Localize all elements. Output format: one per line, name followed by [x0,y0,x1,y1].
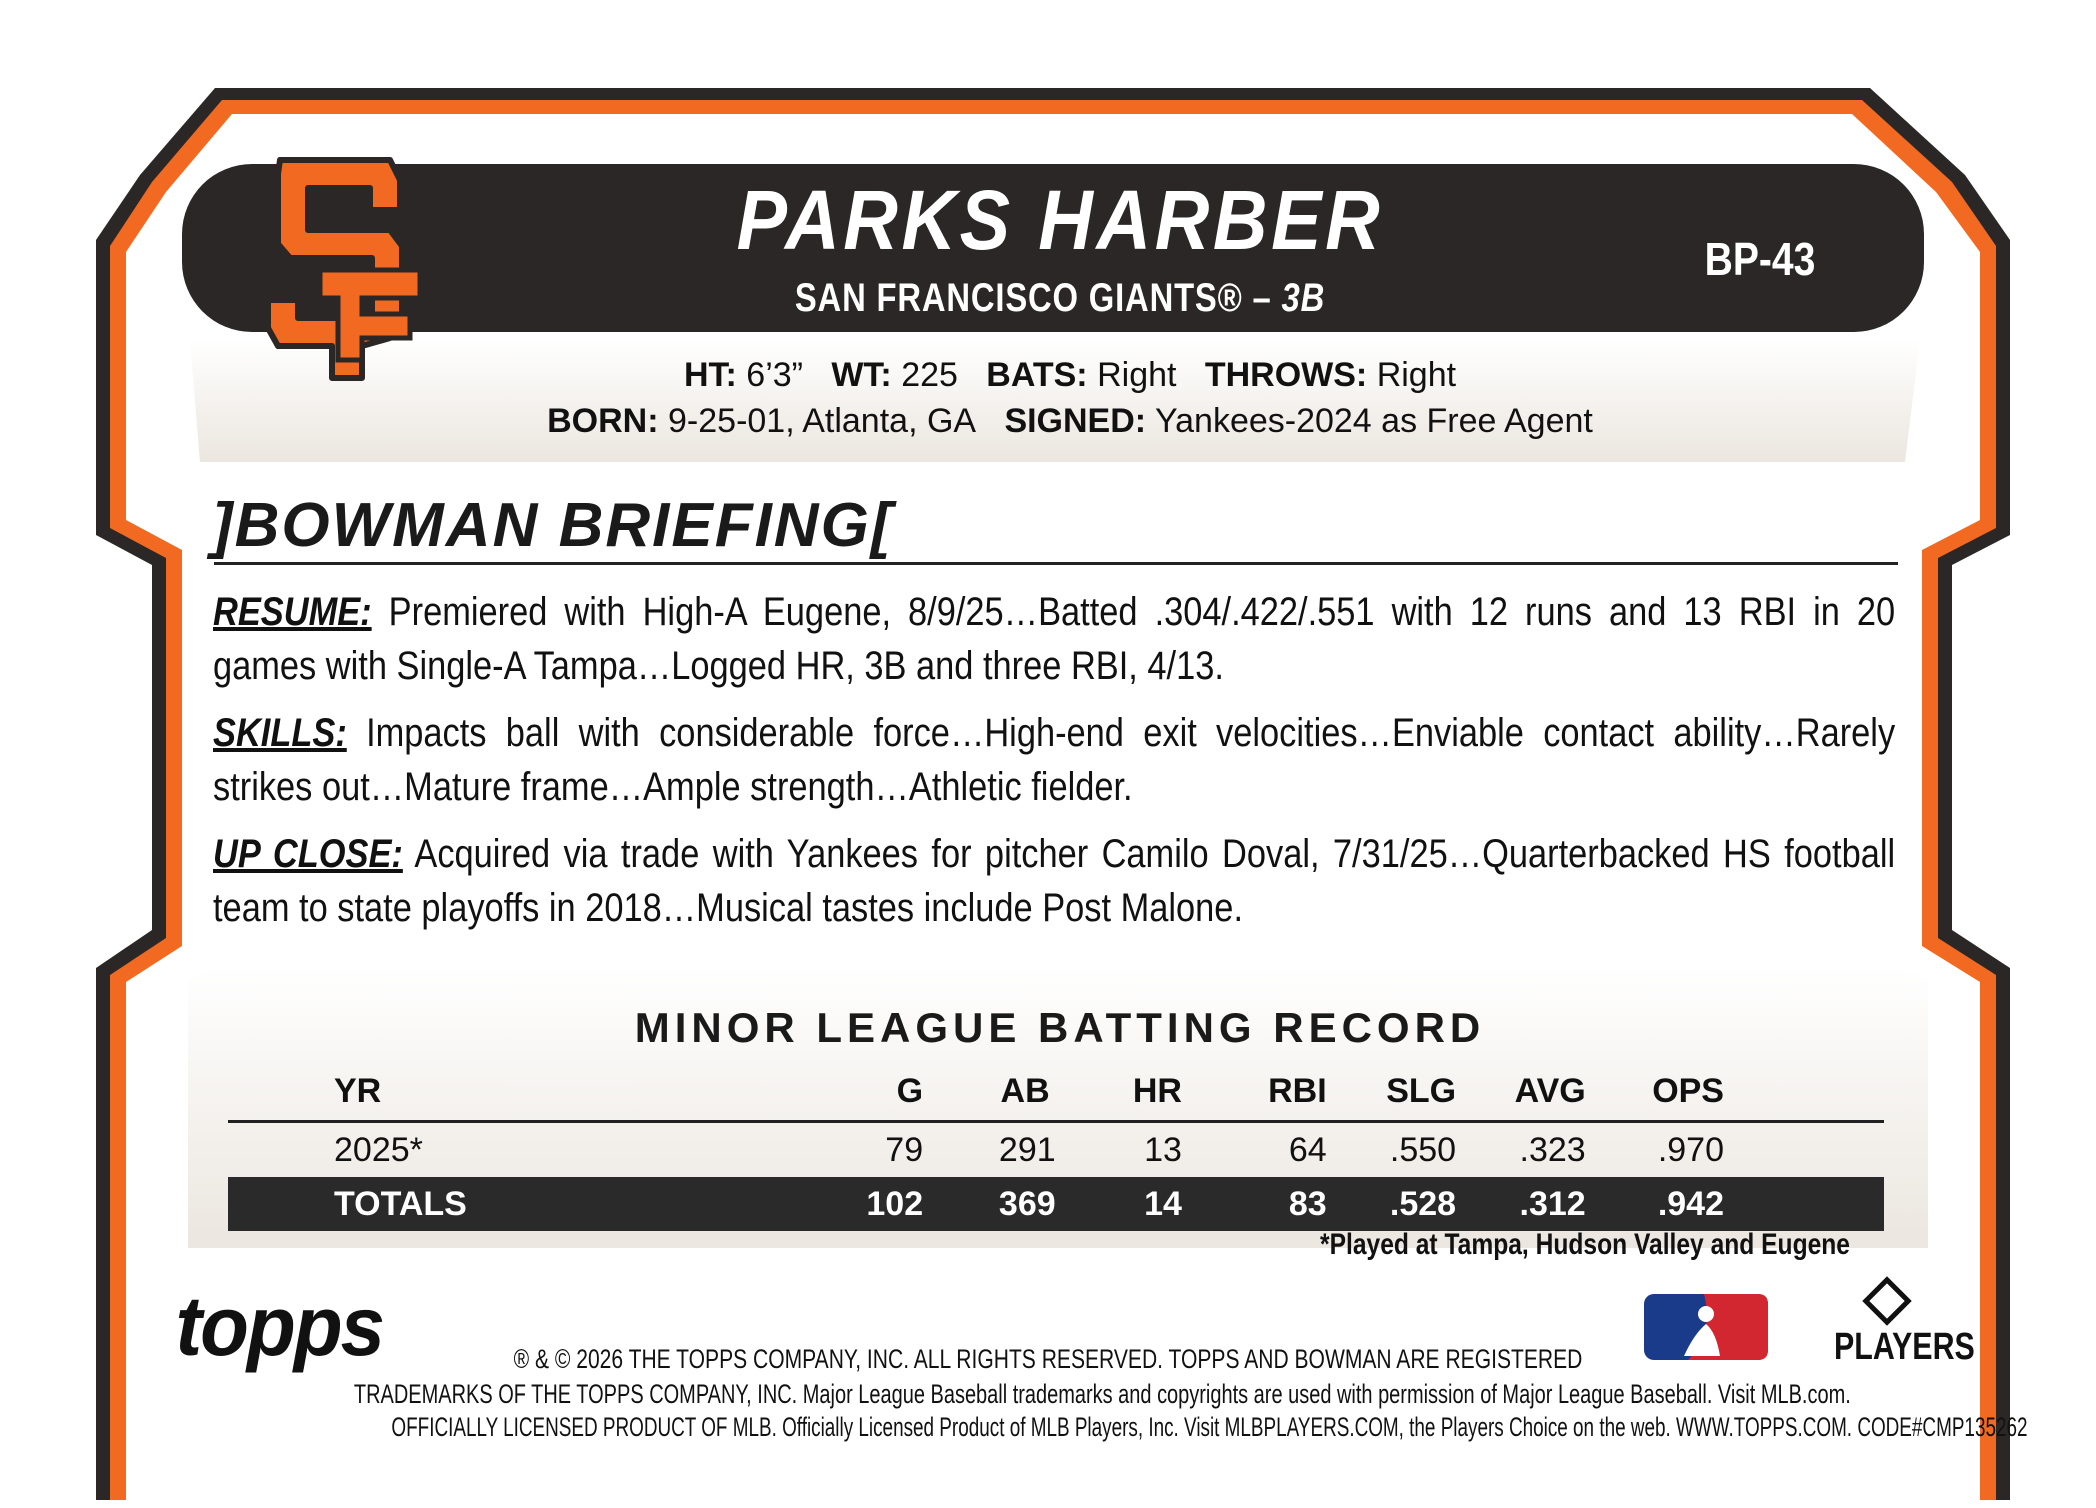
players-logo-text: PLAYERS [1834,1326,1975,1368]
col-header-avg: AVG [1514,1071,1586,1110]
stat-cell: .970 [1657,1130,1724,1169]
topps-logo-icon: topps [175,1279,384,1373]
stat-cell: 291 [998,1130,1056,1169]
card-number: BP-43 [1704,233,1816,285]
team-position [765,276,1355,321]
stat-cell: 2025* [334,1130,423,1169]
resume-label: RESUME: [213,590,372,634]
stats-footnote: *Played at Tampa, Hudson Valley and Eugene [1320,1228,1850,1261]
upclose-paragraph [213,827,1895,935]
stats-header-row [228,1062,1884,1122]
totals-cell: .312 [1456,1177,1586,1231]
bowman-briefing-title: ]BOWMAN BRIEFING[ [212,491,894,560]
wt-label: WT: [831,356,892,394]
stat-cell: .323 [1519,1130,1586,1169]
ht-label: HT: [683,356,737,394]
stats-title: MINOR LEAGUE BATTING RECORD [634,1004,1486,1051]
legal-line-3: OFFICIALLY LICENSED PRODUCT OF MLB. Officially Licensed Product of MLB Players, Inc. Visit MLBPLAYERS.COM, the Players Choice on the web. WWW.TOPPS.COM. CODE#CMP135262 [391,1412,2028,1442]
col-header-slg: SLG [1386,1071,1457,1110]
skills-text: Impacts ball with considerable force…High-end exit velocities…Enviable contact ability…Rarely strikes out…Mature frame…Ample strength…Athletic fielder. [213,711,1896,809]
totals-cell: 83 [1182,1177,1327,1231]
team-name: SAN FRANCISCO GIANTS® – [794,276,1272,320]
bats-value: Right [1097,356,1177,394]
born-value: 9-25-01, Atlanta, GA [668,402,977,440]
totals-cell: .528 [1327,1177,1456,1231]
resume-text: Premiered with High-A Eugene, 8/9/25…Batted .304/.422/.551 with 12 runs and 13 RBI in 20 games with Single-A Tampa…Logged HR, 3B and three RBI, 4/13. [213,590,1896,688]
skills-paragraph [213,706,1895,814]
col-header-g: G [896,1071,924,1110]
bats-label: BATS: [986,356,1088,394]
bio-line-2 [190,402,1950,441]
col-header-ops: OPS [1652,1071,1724,1110]
skills-label: SKILLS: [213,711,347,755]
totals-cell: TOTALS [228,1177,847,1231]
legal-line-1: ® & © 2026 THE TOPPS COMPANY, INC. ALL RIGHTS RESERVED. TOPPS AND BOWMAN ARE REGISTERED [513,1344,1583,1374]
signed-label: SIGNED: [1004,402,1147,440]
bio-line-1 [190,356,1950,395]
table-row [228,1122,1884,1178]
ht-value: 6’3” [746,356,803,394]
totals-row [228,1177,1884,1231]
col-header-ab: AB [1000,1071,1050,1110]
wt-value: 225 [901,356,958,394]
col-header-hr: HR [1132,1071,1182,1110]
upclose-label: UP CLOSE: [213,832,403,876]
player-position: 3B [1281,276,1326,320]
totals-cell: 102 [847,1177,923,1231]
legal-line-2: TRADEMARKS OF THE TOPPS COMPANY, INC. Major League Baseball trademarks and copyrights are used with permission of Major League Baseball. Visit MLB.com. [353,1379,1851,1409]
stat-cell: .550 [1389,1130,1457,1169]
signed-value: Yankees-2024 as Free Agent [1154,402,1593,440]
upclose-text: Acquired via trade with Yankees for pitcher Camilo Doval, 7/31/25…Quarterbacked HS football team to state playoffs in 2018…Musical tastes include Post Malone. [213,832,1896,930]
col-header-yr: YR [334,1071,382,1110]
col-header-rbi: RBI [1268,1071,1327,1110]
briefing-divider [214,562,1898,565]
throws-label: THROWS: [1204,356,1368,394]
stat-cell: 79 [885,1130,924,1169]
totals-cell: 369 [923,1177,1056,1231]
totals-cell: 14 [1056,1177,1182,1231]
born-label: BORN: [547,402,659,440]
batting-record-table [228,1062,1884,1231]
stat-cell: 64 [1288,1130,1327,1169]
stat-cell: 13 [1144,1130,1182,1169]
player-name: PARKS HARBER [736,173,1384,267]
throws-value: Right [1376,356,1457,394]
resume-paragraph [213,585,1895,693]
totals-cell: .942 [1586,1177,1884,1231]
